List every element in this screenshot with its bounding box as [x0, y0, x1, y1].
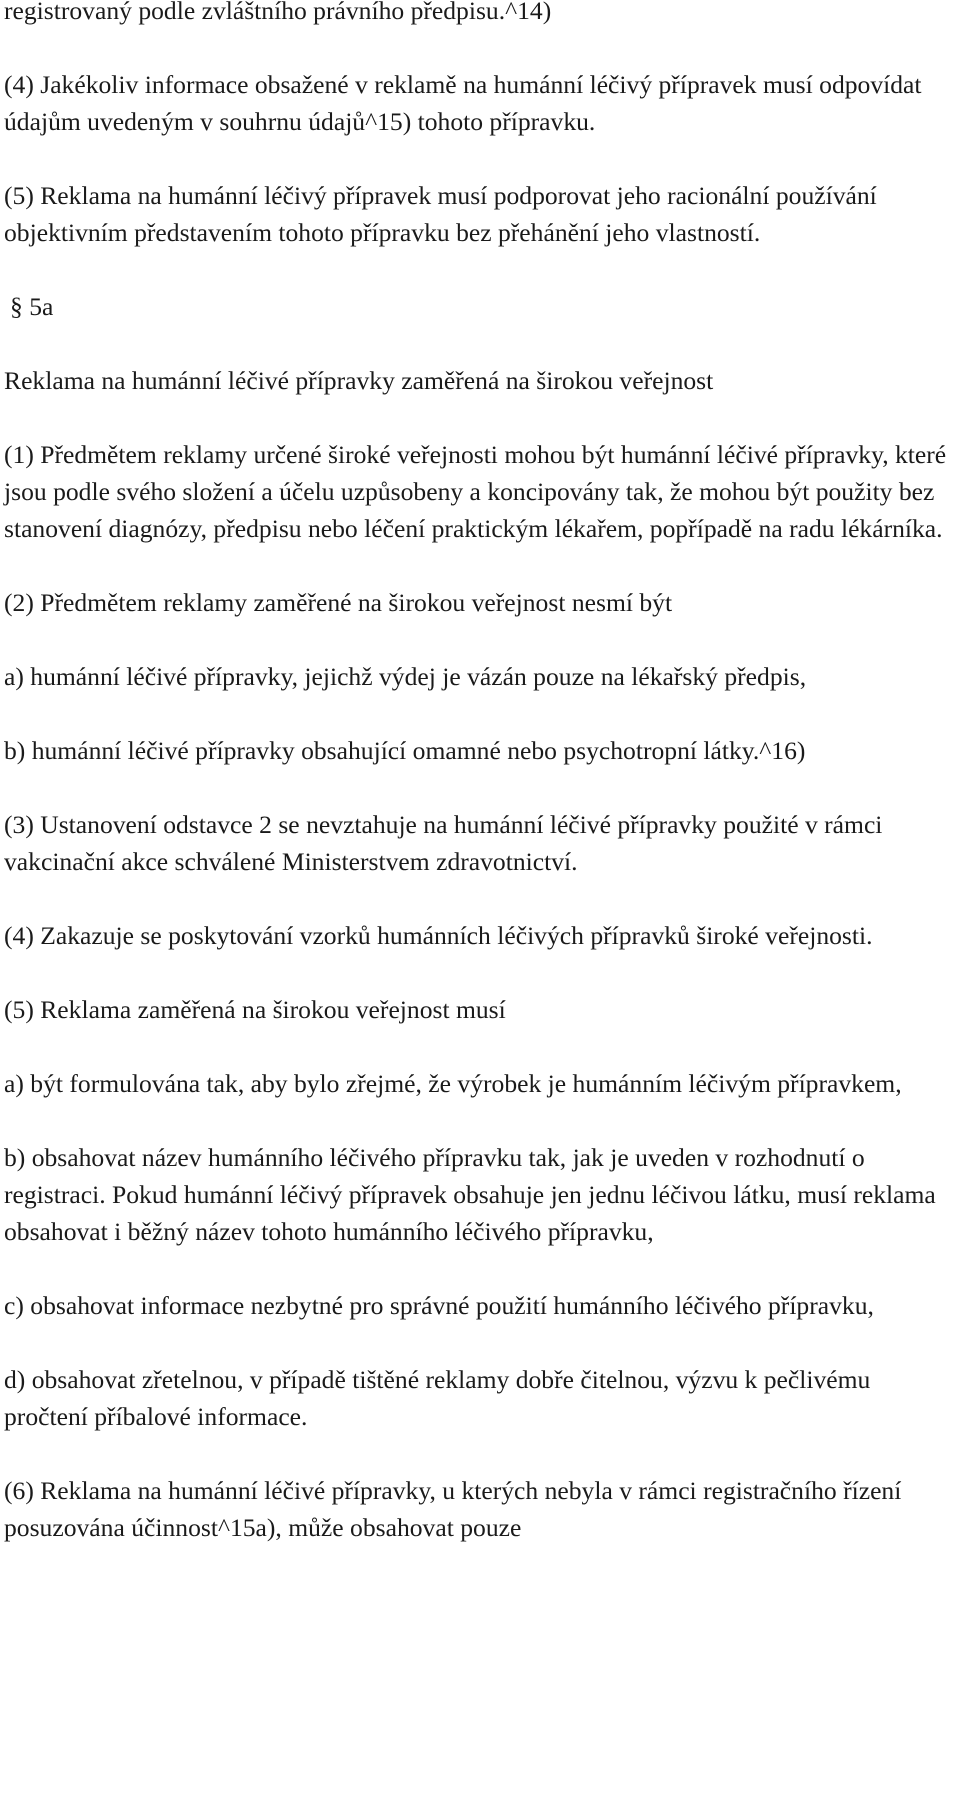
item-2b-narcotics: b) humánní léčivé přípravky obsahující omamné nebo psychotropní látky.^16) — [4, 736, 806, 765]
paragraph-4-information-accuracy: (4) Jakékoliv informace obsažené v reklamě na humánní léčivý přípravek musí odpovídat údajům uvedeným v souhrnu údajů^15) tohoto přípravku. — [4, 70, 922, 136]
paragraph-2-prohibited: (2) Předmětem reklamy zaměřené na širokou veřejnost nesmí být — [4, 588, 673, 617]
document-page — [4, 0, 956, 1583]
paragraph-5-requirements: (5) Reklama zaměřená na širokou veřejnost musí — [4, 995, 506, 1024]
paragraph-6-efficacy: (6) Reklama na humánní léčivé přípravky, u kterých nebyla v rámci registračního řízení posuzována účinnost^15a), může obsahovat pouze — [4, 1476, 902, 1542]
item-5a-formulation: a) být formulována tak, aby bylo zřejmé, že výrobek je humánním léčivým přípravkem, — [4, 1069, 902, 1098]
paragraph-1-subject: (1) Předmětem reklamy určené široké veřejnosti mohou být humánní léčivé přípravky, které jsou podle svého složení a účelu uzpůsobeny a koncipovány tak, že mohou být použity bez stanovení diagnózy, předpisu nebo léčení praktickým lékařem, popřípadě na radu lékárníka. — [4, 440, 947, 543]
paragraph-3-vaccination: (3) Ustanovení odstavce 2 se nevztahuje na humánní léčivé přípravky použité v rámci vakcinační akce schválené Ministerstvem zdravotnictví. — [4, 810, 883, 876]
item-5b-product-name: b) obsahovat název humánního léčivého přípravku tak, jak je uveden v rozhodnutí o registraci. Pokud humánní léčivý přípravek obsahuje jen jednu léčivou látku, musí reklama obsahovat i běžný název tohoto humánního léčivého přípravku, — [4, 1143, 936, 1246]
item-5c-usage-info: c) obsahovat informace nezbytné pro správné použití humánního léčivého přípravku, — [4, 1291, 874, 1320]
section-heading-5a: § 5a — [10, 292, 54, 321]
item-2a-prescription: a) humánní léčivé přípravky, jejichž výdej je vázán pouze na lékařský předpis, — [4, 662, 807, 691]
section-title: Reklama na humánní léčivé přípravky zaměřená na širokou veřejnost — [4, 366, 714, 395]
item-5d-leaflet-notice: d) obsahovat zřetelnou, v případě tištěné reklamy dobře čitelnou, výzvu k pečlivému pročtení příbalové informace. — [4, 1365, 871, 1431]
paragraph-intro-continuation: registrovaný podle zvláštního právního předpisu.^14) — [4, 0, 552, 25]
paragraph-4-samples: (4) Zakazuje se poskytování vzorků humánních léčivých přípravků široké veřejnosti. — [4, 921, 873, 950]
paragraph-5-rational-use: (5) Reklama na humánní léčivý přípravek musí podporovat jeho racionální používání objektivním představením tohoto přípravku bez přehánění jeho vlastností. — [4, 181, 877, 247]
